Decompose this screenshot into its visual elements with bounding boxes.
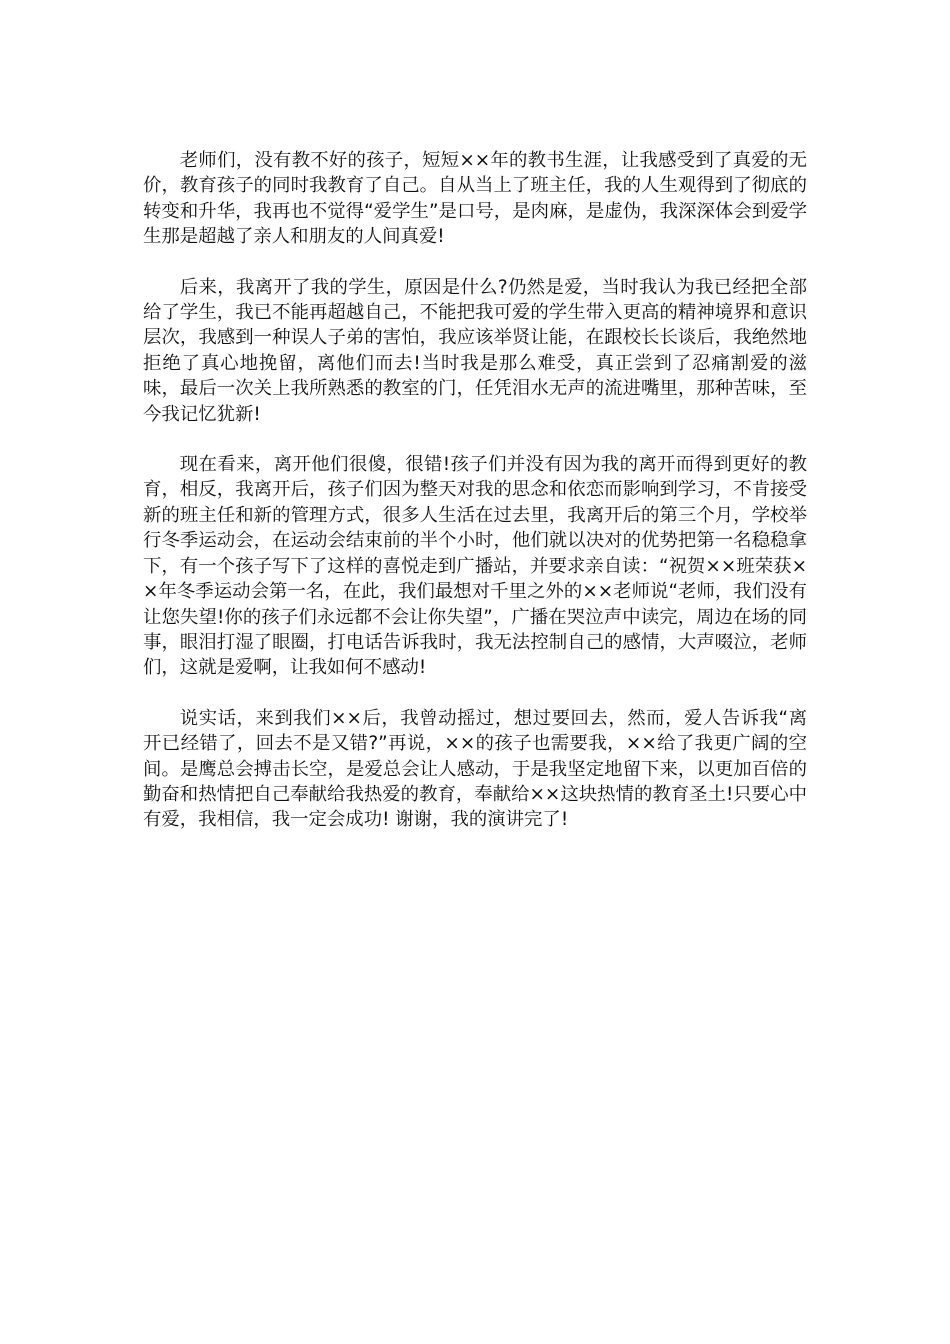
paragraph-3: 现在看来，离开他们很傻，很错!孩子们并没有因为我的离开而得到更好的教育，相反，我离开后，孩子们因为整天对我的思念和依恋而影响到学习，不肯接受新的班主任和新的管理方式，很多人生活在过去里，我离开后的第三个月，学校举行冬季运动会，在运动会结束前的半个小时，他们就以决对的优势把第一名稳稳拿下，有一个孩子写下了这样的喜悦走到广播站，并要求亲自读：“祝贺××班荣获××年冬季运动会第一名，在此，我们最想对千里之外的××老师说“老师，我们没有让您失望!你的孩子们永远都不会让你失望”，广播在哭泣声中读完，周边在场的同事，眼泪打湿了眼圈，打电话告诉我时，我无法控制自己的感情，大声啜泣，老师们，这就是爱啊，让我如何不感动!: [143, 454, 807, 679]
paragraph-4: 说实话，来到我们××后，我曾动摇过，想过要回去，然而，爱人告诉我“离开已经错了，回去不是又错?”再说，××的孩子也需要我，××给了我更广阔的空间。是鹰总会搏击长空，是爱总会让人感动，于是我坚定地留下来，以更加百倍的勤奋和热情把自己奉献给我热爱的教育，奉献给××这块热情的教育圣土!只要心中有爱，我相信，我一定会成功! 谢谢，我的演讲完了!: [143, 707, 807, 831]
paragraph-1: 老师们，没有教不好的孩子，短短××年的教书生涯，让我感受到了真爱的无价，教育孩子的同时我教育了自己。自从当上了班主任，我的人生观得到了彻底的转变和升华，我再也不觉得“爱学生”是口号，是肉麻，是虚伪，我深深体会到爱学生那是超越了亲人和朋友的人间真爱!: [143, 150, 807, 248]
paragraph-2: 后来，我离开了我的学生，原因是什么?仍然是爱，当时我认为我已经把全部给了学生，我已不能再超越自己，不能把我可爱的学生带入更高的精神境界和意识层次，我感到一种误人子弟的害怕，我应该举贤让能，在跟校长长谈后，我绝然地拒绝了真心地挽留，离他们而去!当时我是那么难受，真正尝到了忍痛割爱的滋味，最后一次关上我所熟悉的教室的门，任凭泪水无声的流进嘴里，那种苦味，至今我记忆犹新!: [143, 276, 807, 425]
speech-body: [143, 148, 807, 858]
